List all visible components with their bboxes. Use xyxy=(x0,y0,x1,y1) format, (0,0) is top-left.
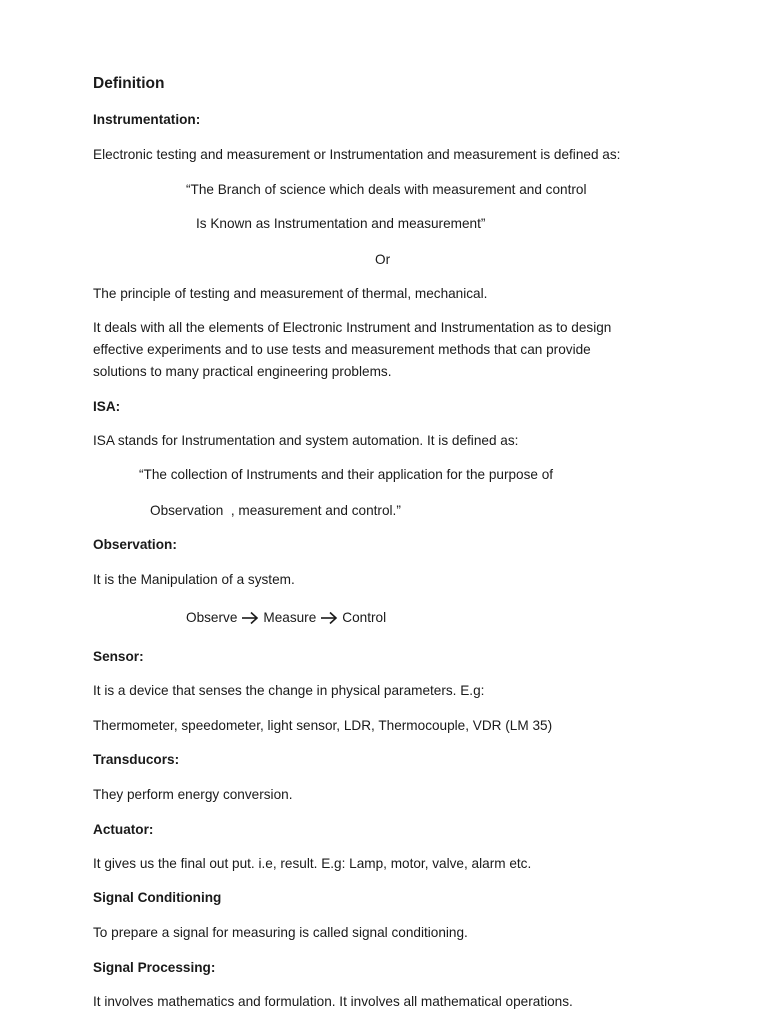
signal-processing-text: It involves mathematics and formulation. It involves all mathematical operations. xyxy=(93,994,573,1009)
instrumentation-intro: Electronic testing and measurement or Instrumentation and measurement is defined as: xyxy=(93,147,621,162)
signal-processing-heading: Signal Processing: xyxy=(93,960,216,975)
process-flow xyxy=(186,608,386,628)
signal-conditioning-text: To prepare a signal for measuring is called signal conditioning. xyxy=(93,925,468,940)
isa-heading: ISA: xyxy=(93,399,121,414)
or-text: Or xyxy=(375,252,391,267)
quote1-line2: Is Known as Instrumentation and measurement” xyxy=(196,216,486,231)
deals-line3: solutions to many practical engineering problems. xyxy=(93,364,392,379)
page-title: Definition xyxy=(93,75,165,92)
flow-step-observe: Observe xyxy=(186,610,238,625)
sensor-text: It is a device that senses the change in physical parameters. E.g: xyxy=(93,683,485,698)
deals-line2: effective experiments and to use tests and measurement methods that can provide xyxy=(93,342,591,357)
quote2-line1: “The collection of Instruments and their application for the purpose of xyxy=(139,467,554,482)
observation-heading: Observation: xyxy=(93,537,177,552)
deals-line1: It deals with all the elements of Electronic Instrument and Instrumentation as to design xyxy=(93,320,612,335)
signal-conditioning-heading: Signal Conditioning xyxy=(93,890,222,905)
arrow-right-icon xyxy=(320,611,338,625)
observation-text: It is the Manipulation of a system. xyxy=(93,572,295,587)
transducors-heading: Transducors: xyxy=(93,752,180,767)
sensor-heading: Sensor: xyxy=(93,649,144,664)
quote2-line2: Observation , measurement and control.” xyxy=(150,503,401,518)
actuator-text: It gives us the final out put. i.e, result. E.g: Lamp, motor, valve, alarm etc. xyxy=(93,856,532,871)
flow-step-control: Control xyxy=(342,610,387,625)
isa-text: ISA stands for Instrumentation and system automation. It is defined as: xyxy=(93,433,519,448)
flow-step-measure: Measure xyxy=(263,610,317,625)
transducors-text: They perform energy conversion. xyxy=(93,787,293,802)
arrow-right-icon xyxy=(241,611,259,625)
instrumentation-heading: Instrumentation: xyxy=(93,112,201,127)
actuator-heading: Actuator: xyxy=(93,822,154,837)
principle-text: The principle of testing and measurement of thermal, mechanical. xyxy=(93,286,488,301)
sensor-examples: Thermometer, speedometer, light sensor, LDR, Thermocouple, VDR (LM 35) xyxy=(93,718,553,733)
quote1-line1: “The Branch of science which deals with measurement and control xyxy=(186,182,587,197)
